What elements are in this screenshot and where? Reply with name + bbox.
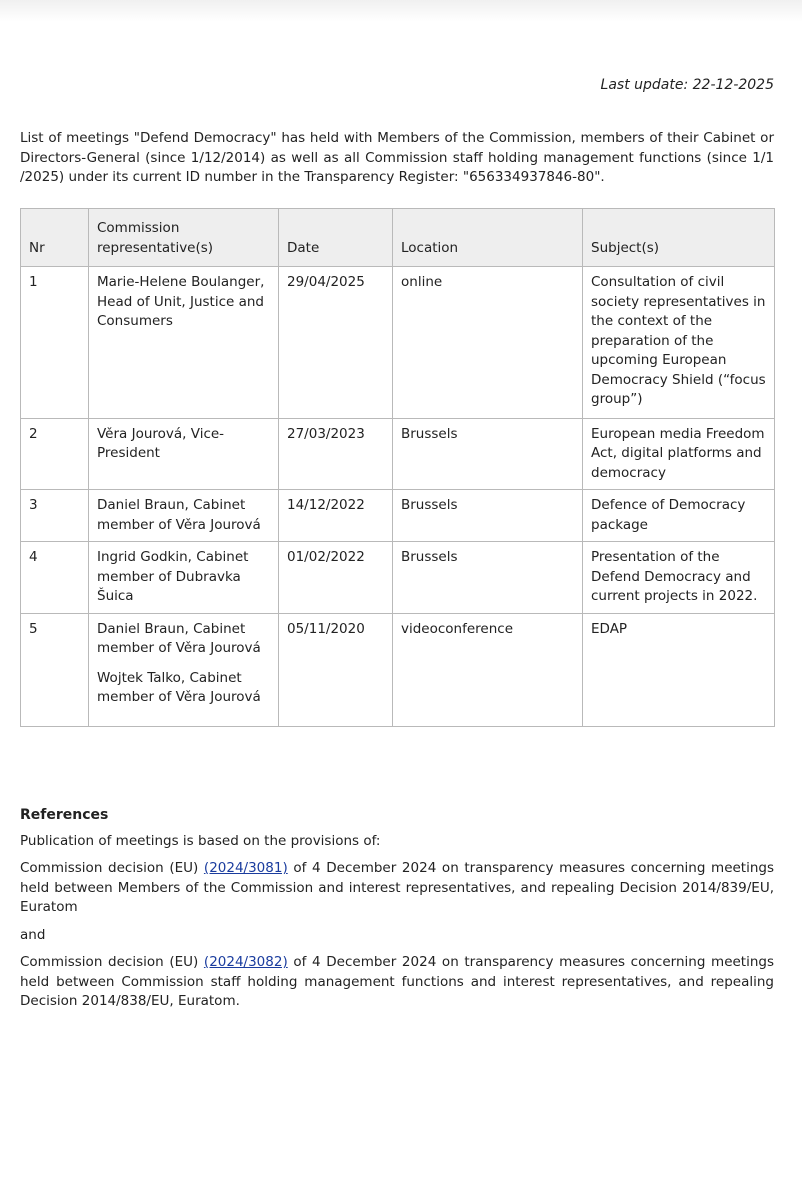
references-section: [20, 806, 774, 1020]
meetings-table: [20, 208, 775, 727]
cell-representative: [89, 613, 279, 726]
table-row: [21, 418, 775, 490]
table-row: [21, 267, 775, 419]
cell-subject: EDAP: [583, 613, 775, 726]
references-intro: Publication of meetings is based on the provisions of:: [20, 832, 381, 849]
decision-2-suffix: of 4 December 2024 on transparency measures concerning meetings held between Commission staff holding management functions and interest representatives, and repealing Decision 2014/838/EU, Euratom.: [20, 954, 775, 1009]
cell-date: 05/11/2020: [279, 613, 393, 726]
table-header-row: [21, 209, 775, 267]
decision-1-prefix: Commission decision (EU): [20, 860, 204, 876]
cell-date: 01/02/2022: [279, 542, 393, 614]
header-subject: Subject(s): [583, 209, 775, 267]
top-shadow: [0, 0, 802, 22]
cell-date: 14/12/2022: [279, 490, 393, 542]
cell-nr: 3: [21, 490, 89, 542]
decision-2: [20, 953, 774, 1012]
table-row: [21, 490, 775, 542]
and-text: and: [20, 926, 46, 943]
cell-nr: 5: [21, 613, 89, 726]
cell-subject: European media Freedom Act, digital platforms and democracy: [583, 418, 775, 490]
cell-location: online: [393, 267, 583, 419]
decision-1-suffix: of 4 December 2024 on transparency measures concerning meetings held between Members of the Commission and interest representatives, and repealing Decision 2014/839/EU, Euratom: [20, 860, 775, 915]
header-location: Location: [393, 209, 583, 267]
cell-subject: Consultation of civil society representatives in the context of the preparation of the upcoming European Democracy Shield (“focus group”): [583, 267, 775, 419]
representative-line: Daniel Braun, Cabinet member of Věra Jourová: [97, 620, 261, 656]
decision-2-link[interactable]: (2024/3082): [203, 954, 288, 970]
cell-location: Brussels: [393, 542, 583, 614]
cell-location: Brussels: [393, 418, 583, 490]
cell-nr: 4: [21, 542, 89, 614]
decision-2-prefix: Commission decision (EU): [20, 954, 204, 970]
decision-1-link[interactable]: (2024/3081): [203, 860, 288, 876]
header-date: Date: [279, 209, 393, 267]
representative-line-2: Wojtek Talko, Cabinet member of Věra Jourová: [97, 669, 261, 705]
header-representative: Commission representative(s): [89, 209, 279, 267]
cell-location: Brussels: [393, 490, 583, 542]
table-row: [21, 613, 775, 726]
cell-subject: Presentation of the Defend Democracy and current projects in 2022.: [583, 542, 775, 614]
cell-date: 27/03/2023: [279, 418, 393, 490]
cell-representative: Ingrid Godkin, Cabinet member of Dubravka Šuica: [89, 542, 279, 614]
cell-representative: Věra Jourová, Vice-President: [89, 418, 279, 490]
header-nr: Nr: [21, 209, 89, 267]
table-row: [21, 542, 775, 614]
cell-nr: 1: [21, 267, 89, 419]
cell-representative: Marie-Helene Boulanger, Head of Unit, Justice and Consumers: [89, 267, 279, 419]
decision-1: [20, 859, 774, 918]
cell-date: 29/04/2025: [279, 267, 393, 419]
cell-representative: Daniel Braun, Cabinet member of Věra Jourová: [89, 490, 279, 542]
last-update: Last update: 22-12-2025: [600, 77, 774, 93]
cell-nr: 2: [21, 418, 89, 490]
intro-paragraph: List of meetings "Defend Democracy" has held with Members of the Commission, members of their Cabinet or Directors-General (since 1/12/2014) as well as all Commission staff holding management functions (since 1/1 /2025) under its current ID number in the Transparency Register: "656334937846-80".: [20, 130, 774, 185]
cell-location: videoconference: [393, 613, 583, 726]
cell-subject: Defence of Democracy package: [583, 490, 775, 542]
references-heading: References: [20, 807, 109, 823]
